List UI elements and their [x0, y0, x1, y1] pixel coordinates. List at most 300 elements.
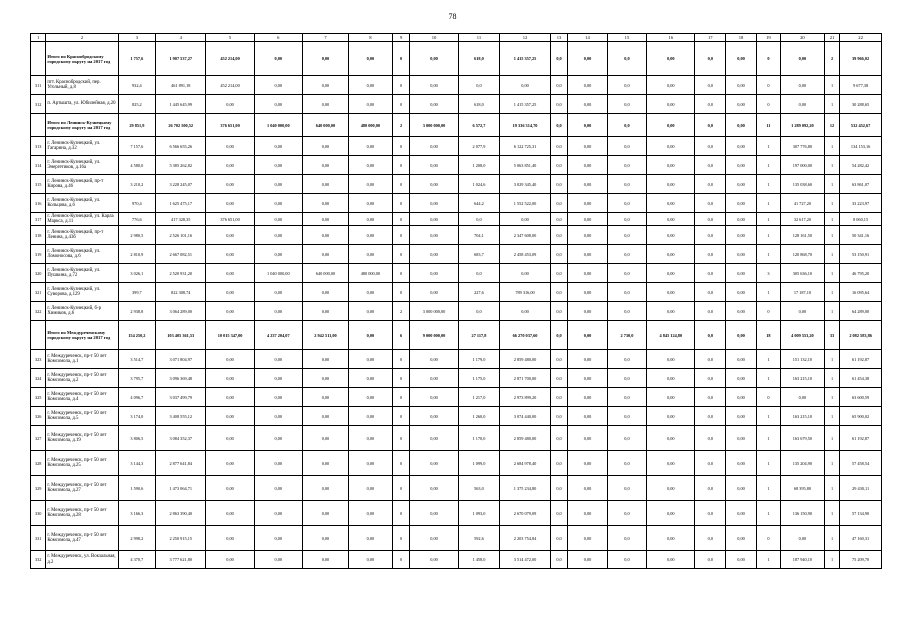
row-number-cell: 312 [31, 95, 46, 114]
value-cell: 789 316,00 [500, 283, 550, 302]
value-cell: 0,00 [348, 388, 392, 407]
value-cell: 33 223,97 [840, 194, 882, 213]
value-cell: 417 328,35 [156, 213, 206, 226]
value-cell: 1 415 357,25 [500, 42, 550, 76]
value-cell: 3 071 804,97 [156, 350, 206, 369]
value-cell: 0,0 [550, 114, 568, 137]
value-cell: 0,00 [647, 137, 695, 156]
value-cell: 1 [824, 369, 839, 388]
value-cell: 1 170,0 [458, 426, 500, 451]
value-cell: 0,00 [348, 369, 392, 388]
table-row [31, 501, 882, 526]
row-number-cell: 326 [31, 407, 46, 426]
value-cell: 0,00 [568, 114, 607, 137]
value-cell: 136 150,90 [780, 501, 824, 526]
address-cell: г. Междуреченск, пр-т 50 лет Комсомола, д.4 [46, 388, 118, 407]
value-cell: 0,00 [726, 501, 757, 526]
value-cell: 1 [756, 226, 780, 245]
value-cell: 0,0 [695, 426, 726, 451]
table-row [31, 350, 882, 369]
value-cell: 0,00 [302, 526, 348, 551]
value-cell: 3 514 472,00 [500, 551, 550, 569]
column-number: 11 [458, 34, 500, 42]
address-cell: г. Междуреченск, пр-т 50 лет Комсомола, д.5 [46, 407, 118, 426]
row-number-cell: 321 [31, 283, 46, 302]
value-cell: 0 [392, 369, 410, 388]
value-cell: 0,00 [726, 245, 757, 264]
value-cell: 3 228 245,07 [156, 175, 206, 194]
value-cell: 0,0 [550, 137, 568, 156]
value-cell: 0,0 [607, 476, 646, 501]
column-number: 10 [410, 34, 458, 42]
value-cell: 0,00 [410, 156, 458, 175]
value-cell: 61 192,87 [840, 350, 882, 369]
value-cell: 4 237 204,07 [254, 321, 302, 350]
value-cell: 0,0 [458, 302, 500, 321]
value-cell: 0,00 [647, 451, 695, 476]
value-cell: 618,0 [458, 95, 500, 114]
capital-repair-table [30, 33, 882, 569]
value-cell: 1 024,6 [458, 175, 500, 194]
value-cell: 480 000,00 [348, 114, 392, 137]
value-cell: 0,00 [254, 526, 302, 551]
value-cell: 0,00 [254, 137, 302, 156]
value-cell: 47 160,31 [840, 526, 882, 551]
address-cell: г. Ленинск-Кузнецкий, ул. Кольцова, д.6 [46, 194, 118, 213]
table-row [31, 476, 882, 501]
column-number: 21 [824, 34, 839, 42]
value-cell: 0,00 [206, 551, 254, 569]
value-cell: 0,00 [302, 175, 348, 194]
value-cell: 0,0 [695, 369, 726, 388]
value-cell: 27 117,8 [458, 321, 500, 350]
address-cell: г. Междуреченск, ул. Вокзальная, д.2 [46, 551, 118, 569]
value-cell: 2 203 754,84 [500, 526, 550, 551]
address-cell: г. Ленинск-Кузнецкий, пр-т Ленина, д.43б [46, 226, 118, 245]
value-cell: 0,00 [568, 245, 607, 264]
value-cell: 0,00 [726, 350, 757, 369]
column-number: 2 [46, 34, 118, 42]
value-cell: 6 566 655,26 [156, 137, 206, 156]
value-cell: 0,00 [410, 283, 458, 302]
value-cell: 0,00 [254, 426, 302, 451]
value-cell: 0,0 [550, 451, 568, 476]
value-cell: 0,00 [348, 501, 392, 526]
value-cell: 0,00 [254, 95, 302, 114]
value-cell: 644,2 [458, 194, 500, 213]
value-cell: 0,00 [726, 175, 757, 194]
value-cell: 0,00 [726, 369, 757, 388]
value-cell: 0,00 [410, 194, 458, 213]
value-cell: 0,00 [568, 302, 607, 321]
address-cell: г. Ленинск-Кузнецкий, б-р Химиков, д.6 [46, 302, 118, 321]
value-cell: 0 [392, 526, 410, 551]
value-cell: 1 [756, 407, 780, 426]
column-number: 20 [780, 34, 824, 42]
value-cell: 0,00 [348, 137, 392, 156]
value-cell: 0,00 [726, 551, 757, 569]
value-cell: 0 [392, 283, 410, 302]
value-cell: 6 122 725,31 [500, 137, 550, 156]
value-cell: 0,00 [780, 526, 824, 551]
value-cell: 0,0 [550, 264, 568, 283]
value-cell: 0,0 [550, 156, 568, 175]
value-cell: 0 [392, 194, 410, 213]
value-cell: 0,0 [607, 114, 646, 137]
row-number-cell: 317 [31, 213, 46, 226]
value-cell: 0,00 [348, 175, 392, 194]
value-cell: 64 289,00 [840, 302, 882, 321]
value-cell: 0,00 [647, 76, 695, 95]
value-cell: 0,00 [568, 194, 607, 213]
table-row [31, 175, 882, 194]
value-cell: 3 000 000,00 [410, 114, 458, 137]
value-cell: 376 651,00 [206, 213, 254, 226]
value-cell: 0,0 [607, 194, 646, 213]
value-cell: 0,00 [302, 226, 348, 245]
value-cell: 0,00 [647, 156, 695, 175]
value-cell: 0,00 [410, 137, 458, 156]
address-cell: г. Ленинск-Кузнецкий, ул. Ломоносова, д.6 [46, 245, 118, 264]
row-number-cell: 323 [31, 350, 46, 369]
value-cell: 1 [824, 175, 839, 194]
value-cell: 0,00 [410, 407, 458, 426]
address-cell: г. Ленинск-Кузнецкий, ул. Карла Маркса, д.11 [46, 213, 118, 226]
value-cell: 0,0 [695, 114, 726, 137]
value-cell: 0,00 [726, 526, 757, 551]
value-cell: 563,0 [458, 476, 500, 501]
value-cell: 0,00 [302, 194, 348, 213]
value-cell: 0,00 [726, 76, 757, 95]
value-cell: 1 [824, 526, 839, 551]
value-cell: 6 572,7 [458, 114, 500, 137]
value-cell: 0,0 [550, 213, 568, 226]
value-cell: 3 064 289,00 [156, 302, 206, 321]
value-cell: 0,0 [607, 175, 646, 194]
table-row [31, 369, 882, 388]
value-cell: 1 [824, 407, 839, 426]
value-cell: 0,00 [726, 137, 757, 156]
value-cell: 26 702 500,52 [156, 114, 206, 137]
value-cell: 0,0 [695, 42, 726, 76]
value-cell: 5 385 262,82 [156, 156, 206, 175]
value-cell: 0,00 [568, 350, 607, 369]
value-cell: 3 210,2 [118, 175, 155, 194]
value-cell: 0,00 [500, 213, 550, 226]
value-cell: 0 [392, 226, 410, 245]
value-cell: 4 009 553,20 [780, 321, 824, 350]
value-cell: 0,00 [348, 156, 392, 175]
value-cell: 0 [392, 476, 410, 501]
value-cell: 0,00 [348, 194, 392, 213]
value-cell: 1 208,0 [458, 156, 500, 175]
row-number-cell: 328 [31, 451, 46, 476]
value-cell: 0,00 [726, 476, 757, 501]
value-cell: 0,00 [302, 407, 348, 426]
value-cell: 30 288,65 [840, 95, 882, 114]
value-cell: 0,00 [726, 407, 757, 426]
value-cell: 0 [392, 95, 410, 114]
value-cell: 0,00 [254, 283, 302, 302]
value-cell: 0,00 [206, 175, 254, 194]
value-cell: 1 [824, 283, 839, 302]
value-cell: 0,00 [348, 76, 392, 95]
table-row [31, 245, 882, 264]
value-cell: 197 000,00 [780, 156, 824, 175]
value-cell: 0,00 [302, 42, 348, 76]
value-cell: 0 [756, 302, 780, 321]
value-cell: 0,00 [206, 283, 254, 302]
value-cell: 1 [824, 426, 839, 451]
value-cell: 2 938,8 [118, 302, 155, 321]
value-cell: 0,00 [206, 194, 254, 213]
value-cell: 0,0 [550, 194, 568, 213]
value-cell: 0,00 [780, 95, 824, 114]
value-cell: 776,6 [118, 213, 155, 226]
value-cell: 29 851,9 [118, 114, 155, 137]
value-cell: 0,00 [302, 426, 348, 451]
value-cell: 2 347 608,00 [500, 226, 550, 245]
column-number: 4 [156, 34, 206, 42]
value-cell: 1 [756, 137, 780, 156]
value-cell: 0,0 [695, 551, 726, 569]
value-cell: 0,00 [348, 283, 392, 302]
value-cell: 0,00 [302, 213, 348, 226]
value-cell: 1 590,6 [118, 476, 155, 501]
value-cell: 1 179,0 [458, 350, 500, 369]
value-cell: 65 900,02 [840, 407, 882, 426]
value-cell: 0,0 [550, 407, 568, 426]
value-cell: 0,00 [254, 451, 302, 476]
value-cell: 683,7 [458, 245, 500, 264]
value-cell: 0,00 [647, 551, 695, 569]
address-cell: г. Междуреченск, пр-т 50 лет Комсомола, д.28 [46, 501, 118, 526]
address-cell: г. Междуреченск, пр-т 50 лет Комсомола, д.25 [46, 451, 118, 476]
address-cell: г. Междуреченск, пр-т 50 лет Комсомола, д.19 [46, 426, 118, 451]
value-cell: 10 015 347,00 [206, 321, 254, 350]
value-cell: 0,00 [206, 137, 254, 156]
value-cell: 63 861,07 [840, 175, 882, 194]
value-cell: 0,00 [348, 476, 392, 501]
value-cell: 0,00 [410, 476, 458, 501]
value-cell: 0,00 [647, 95, 695, 114]
row-number-cell: 325 [31, 388, 46, 407]
value-cell: 29 430,11 [840, 476, 882, 501]
value-cell: 0 [392, 388, 410, 407]
value-cell: 0,00 [647, 526, 695, 551]
value-cell: 0,00 [568, 226, 607, 245]
table-row [31, 451, 882, 476]
value-cell: 0,0 [607, 137, 646, 156]
value-cell: 57 458,54 [840, 451, 882, 476]
row-number-cell [31, 42, 46, 76]
value-cell: 11 [756, 114, 780, 137]
row-number-cell: 318 [31, 226, 46, 245]
value-cell: 6 [392, 321, 410, 350]
value-cell: 0,00 [568, 42, 607, 76]
value-cell: 0,00 [206, 426, 254, 451]
table-row [31, 95, 882, 114]
value-cell: 53 150,91 [840, 245, 882, 264]
value-cell: 0,0 [607, 426, 646, 451]
value-cell: 0,0 [458, 76, 500, 95]
value-cell: 0,00 [726, 114, 757, 137]
value-cell: 3 777 621,80 [156, 551, 206, 569]
value-cell: 0,00 [348, 526, 392, 551]
value-cell: 0,00 [302, 283, 348, 302]
value-cell: 0,0 [607, 213, 646, 226]
value-cell: 134 153,16 [840, 137, 882, 156]
value-cell: 0,00 [647, 407, 695, 426]
address-cell: г. Ленинск-Кузнецкий, ул. Гагарина, д.32 [46, 137, 118, 156]
row-number-cell: 330 [31, 501, 46, 526]
value-cell: 0,0 [695, 156, 726, 175]
value-cell: 0,00 [254, 213, 302, 226]
value-cell: 0,00 [302, 76, 348, 95]
table-row [31, 213, 882, 226]
value-cell: 3 174,0 [118, 407, 155, 426]
address-cell: г. Ленинск-Кузнецкий, пр-т Кирова, д.46 [46, 175, 118, 194]
value-cell: 0 [392, 175, 410, 194]
value-cell: 135 038,60 [780, 175, 824, 194]
column-number: 6 [254, 34, 302, 42]
value-cell: 0,0 [695, 302, 726, 321]
value-cell: 33 [824, 321, 839, 350]
value-cell: 1 [824, 156, 839, 175]
value-cell: 1 [756, 156, 780, 175]
value-cell: 0,00 [410, 264, 458, 283]
value-cell: 0,0 [550, 321, 568, 350]
table-row [31, 156, 882, 175]
value-cell: 0,0 [607, 42, 646, 76]
value-cell: 0,0 [550, 302, 568, 321]
value-cell: 0,00 [410, 213, 458, 226]
value-cell: 39 966,02 [840, 42, 882, 76]
value-cell: 2 082 583,86 [840, 321, 882, 350]
value-cell: 0 [392, 407, 410, 426]
value-cell: 0,00 [206, 501, 254, 526]
value-cell: 0,00 [254, 194, 302, 213]
value-cell: 0,00 [206, 451, 254, 476]
value-cell: 50 341,16 [840, 226, 882, 245]
value-cell: 103 405 361,53 [156, 321, 206, 350]
value-cell: 0,00 [647, 283, 695, 302]
value-cell: 0,00 [568, 426, 607, 451]
value-cell: 0,0 [607, 551, 646, 569]
value-cell: 0 [392, 76, 410, 95]
value-cell: 0 [756, 526, 780, 551]
value-cell: 3 166,3 [118, 501, 155, 526]
value-cell: 0,00 [302, 137, 348, 156]
value-cell: 0,00 [254, 551, 302, 569]
value-cell: 532 452,67 [840, 114, 882, 137]
row-number-cell: 324 [31, 369, 46, 388]
value-cell: 0,0 [607, 302, 646, 321]
value-cell: 1 [824, 213, 839, 226]
value-cell: 0,00 [302, 551, 348, 569]
value-cell: 0,00 [206, 156, 254, 175]
value-cell: 0,00 [568, 501, 607, 526]
value-cell: 1 625 475,17 [156, 194, 206, 213]
value-cell: 0,00 [254, 156, 302, 175]
value-cell: 0 [392, 451, 410, 476]
value-cell: 0,0 [695, 194, 726, 213]
value-cell: 0,0 [607, 245, 646, 264]
value-cell: 0,00 [568, 213, 607, 226]
value-cell: 1 [756, 175, 780, 194]
value-cell: 0,00 [302, 501, 348, 526]
row-number-cell: 332 [31, 551, 46, 569]
value-cell: 0,00 [302, 245, 348, 264]
value-cell: 2 871 700,00 [500, 369, 550, 388]
value-cell: 0,00 [254, 476, 302, 501]
value-cell: 0,00 [254, 76, 302, 95]
value-cell: 1 [756, 451, 780, 476]
value-cell: 0,0 [607, 226, 646, 245]
value-cell: 151 132,10 [780, 350, 824, 369]
value-cell: 0,00 [647, 388, 695, 407]
value-cell: 17 187,10 [780, 283, 824, 302]
value-cell: 822 308,74 [156, 283, 206, 302]
value-cell: 57 134,90 [840, 501, 882, 526]
value-cell: 1 375 234,80 [500, 476, 550, 501]
value-cell: 0,00 [726, 426, 757, 451]
value-cell: 0,00 [647, 42, 695, 76]
table-row [31, 226, 882, 245]
value-cell: 1 458,0 [458, 551, 500, 569]
subtotal-row [31, 42, 882, 76]
value-cell: 0,00 [410, 451, 458, 476]
value-cell: 0,00 [254, 501, 302, 526]
value-cell: 0,00 [726, 451, 757, 476]
value-cell: 0,0 [695, 388, 726, 407]
value-cell: 932,4 [118, 76, 155, 95]
value-cell: 0 [392, 137, 410, 156]
value-cell: 46 795,20 [840, 264, 882, 283]
value-cell: 618,0 [458, 42, 500, 76]
value-cell: 0,0 [607, 451, 646, 476]
value-cell: 0,00 [726, 321, 757, 350]
value-cell: 305 636,10 [780, 264, 824, 283]
column-number: 12 [500, 34, 550, 42]
row-number-cell: 315 [31, 175, 46, 194]
table-row [31, 388, 882, 407]
value-cell: 0,00 [568, 283, 607, 302]
value-cell: 0,0 [550, 175, 568, 194]
value-cell: 0,00 [410, 76, 458, 95]
value-cell: 75 209,70 [840, 551, 882, 569]
value-cell: 1 175,0 [458, 369, 500, 388]
value-cell: 19 336 314,70 [500, 114, 550, 137]
value-cell: 3 806,5 [118, 426, 155, 451]
value-cell: 2 859 480,00 [500, 426, 550, 451]
value-cell: 0,00 [780, 388, 824, 407]
value-cell: 1 [756, 426, 780, 451]
value-cell: 2 877 641,84 [156, 451, 206, 476]
value-cell: 0,0 [550, 501, 568, 526]
value-cell: 1 [824, 551, 839, 569]
value-cell: 1 [824, 264, 839, 283]
value-cell: 2 730,0 [607, 321, 646, 350]
value-cell: 0,0 [607, 264, 646, 283]
value-cell: 0,00 [780, 302, 824, 321]
value-cell: 2 077,9 [458, 137, 500, 156]
address-cell: Итого по Междуреченскому городскому округу на 2017 год [46, 321, 118, 350]
value-cell: 0,00 [726, 226, 757, 245]
value-cell: 0,00 [410, 388, 458, 407]
page-number: 78 [448, 12, 457, 21]
address-cell: г. Междуреченск, пр-т 50 лет Комсомола, д.1 [46, 350, 118, 369]
